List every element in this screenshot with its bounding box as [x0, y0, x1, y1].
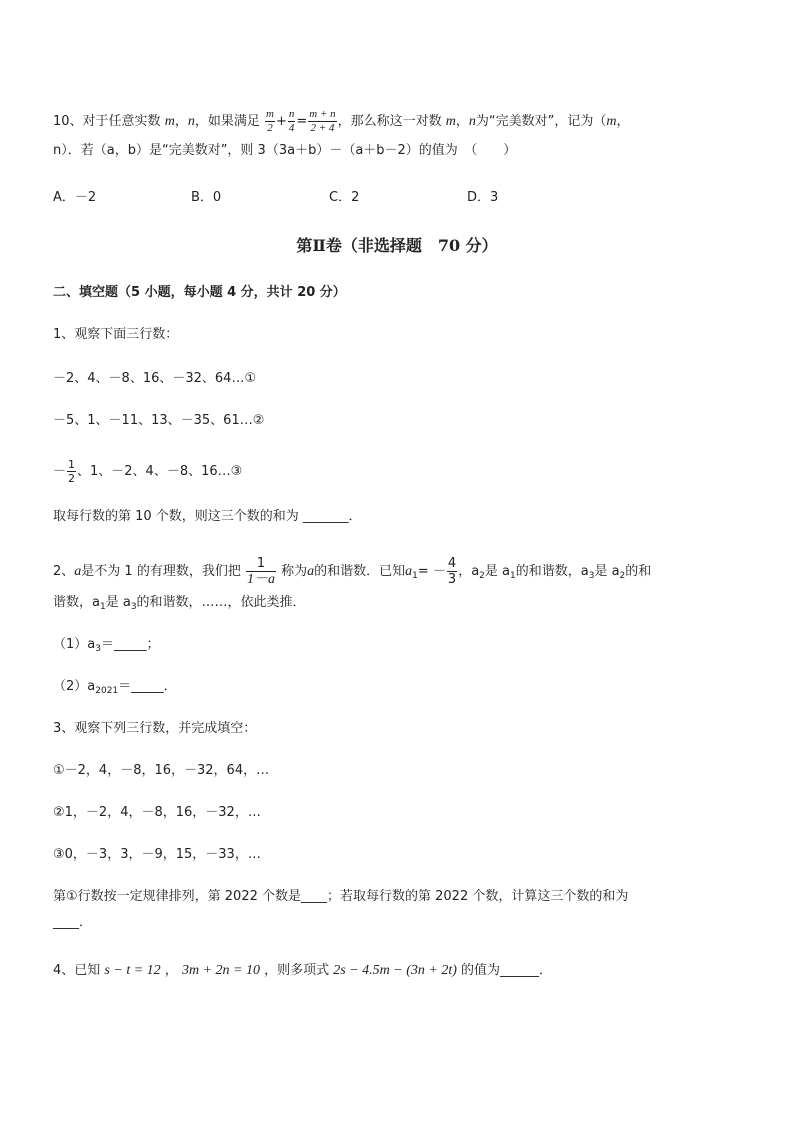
p4-sep: ， — [164, 963, 178, 978]
q10-option-d[interactable]: D．3 — [467, 190, 499, 205]
p1-half-frac — [67, 458, 76, 485]
subscript: 1 — [99, 602, 106, 612]
q10-var-m: m — [164, 114, 175, 129]
q10-var-n: n — [187, 114, 195, 129]
plus-sign: + — [275, 114, 287, 129]
q10-line2: n）．若（a，b）是“完美数对”，则 3（3a＋b）－（a＋b－2）的值为 （ ） — [53, 143, 517, 158]
p4-expr3: 2s − 4.5m − (3n + 2t) — [333, 963, 457, 978]
q10-sep2: ， — [455, 114, 469, 129]
frac-num: 1 — [68, 458, 76, 471]
frac-num: m + n — [309, 108, 336, 120]
p2-text6: 的和谐数，a — [515, 564, 589, 579]
p2-eq: = － — [417, 564, 446, 579]
q10-var-m3: m — [606, 114, 617, 129]
frac-den: 1－a — [246, 572, 275, 587]
p2-text8: 的和 — [625, 564, 652, 579]
subscript: 3 — [95, 644, 101, 654]
p4-expr1: s − t = 12 — [104, 963, 161, 978]
p4-text-a: 4、已知 — [53, 963, 101, 978]
subscript: 1 — [510, 571, 516, 581]
frac-num: m — [265, 108, 274, 120]
q10-frac-m2 — [265, 108, 275, 135]
p2-text2: 称为 — [281, 564, 308, 579]
p2-a1-frac — [447, 556, 457, 587]
p4-text-d: 的值为______． — [461, 963, 553, 978]
p3-row3: ③0，－3，3，－9，15，－33，… — [53, 847, 261, 862]
p3-intro: 3、观察下列三行数，并完成填空： — [53, 721, 257, 736]
p1-question: 取每行数的第 10 个数，则这三个数的和为 _______． — [53, 509, 362, 524]
p2-q2-blank: ＝_____． — [118, 679, 177, 694]
q10-text-c: ，那么称这一对数 — [337, 114, 442, 129]
p2-line2-b: 是 a — [105, 595, 131, 610]
p2-q2-a: （2）a — [53, 679, 96, 694]
subscript: 2 — [479, 571, 485, 581]
q10-option-b[interactable]: B．0 — [191, 190, 222, 205]
subscript: 2 — [619, 571, 626, 581]
p2-a1-var: a — [405, 564, 413, 579]
q10-line1 — [53, 108, 630, 135]
p2-text7: 是 a — [594, 564, 620, 579]
part2-heading: 第Ⅱ卷（非选择题 70 分） — [296, 236, 498, 255]
p3-question-line2: ____． — [53, 915, 93, 930]
frac-num: n — [288, 108, 295, 120]
frac-den: 2 + 4 — [310, 122, 335, 134]
p1-row3 — [53, 458, 242, 485]
p1-intro: 1、观察下面三行数： — [53, 327, 179, 342]
q10-var-m2: m — [445, 114, 456, 129]
p2-q1 — [53, 636, 160, 658]
p2-q1-blank: ＝_____； — [100, 637, 160, 652]
p1-row3-rest: 、1、－2、4、－8、16…③ — [77, 464, 243, 479]
minus-sign: － — [53, 464, 67, 479]
q10-var-n2: n — [468, 114, 476, 129]
p2-q2 — [53, 678, 177, 700]
frac-den: 4 — [288, 122, 295, 134]
p2-var-a2: a — [307, 564, 315, 579]
p2-text3: 的和谐数．已知 — [314, 564, 406, 579]
p2-number: 2、 — [53, 564, 75, 579]
p2-text5: 是 a — [484, 564, 510, 579]
p4-expr2: 3m + 2n = 10 — [181, 963, 260, 978]
p2-var-a: a — [74, 564, 82, 579]
q10-text-d: 为“完美数对”，记为（ — [475, 114, 607, 129]
q10-text-a: 10、对于任意实数 — [53, 114, 161, 129]
p4-text-c: ，则多项式 — [264, 963, 330, 978]
frac-den: 2 — [267, 122, 273, 134]
p1-row2: －5、1、－11、13、－35、61…② — [53, 413, 265, 428]
frac-den: 3 — [447, 572, 457, 587]
p3-row1: ①－2，4，－8，16，－32，64，… — [53, 763, 270, 778]
subscript: 3 — [130, 602, 137, 612]
p3-row2: ②1，－2，4，－8，16，－32，… — [53, 805, 261, 820]
p2-harmonic-frac — [246, 556, 276, 587]
p2-q1-a: （1）a — [53, 637, 96, 652]
subscript: 1 — [412, 571, 418, 581]
q10-frac-sum — [308, 108, 336, 135]
p2-text: 是不为 1 的有理数，我们把 — [81, 564, 241, 579]
q10-text-b: ，如果满足 — [194, 114, 260, 129]
p2-text4: ，a — [458, 564, 480, 579]
p3-question-line1: 第①行数按一定规律排列，第 2022 个数是____；若取每行数的第 2022 个数，计算这三个数的和为 — [53, 889, 629, 904]
p2-line1 — [53, 556, 651, 587]
q10-option-a[interactable]: A．－2 — [53, 190, 97, 205]
frac-den: 2 — [68, 472, 76, 485]
p2-line2-c: 的和谐数，……，依此类推． — [136, 595, 306, 610]
frac-num: 4 — [447, 556, 457, 571]
p2-line2-a: 谐数，a — [53, 595, 100, 610]
p4-line — [53, 962, 552, 980]
q10-option-c[interactable]: C．2 — [329, 190, 360, 205]
subscript: 3 — [588, 571, 595, 581]
equals-sign: = — [296, 114, 308, 129]
p2-line2 — [53, 594, 306, 616]
subscript: 2021 — [95, 686, 119, 696]
q10-text-e: ， — [616, 114, 630, 129]
q10-frac-n4 — [288, 108, 296, 135]
q10-sep: ， — [174, 114, 188, 129]
section2-title: 二、填空题（5 小题，每小题 4 分，共计 20 分） — [53, 285, 346, 300]
frac-num: 1 — [246, 556, 276, 572]
p1-row1: －2、4、－8、16、－32、64…① — [53, 371, 257, 386]
